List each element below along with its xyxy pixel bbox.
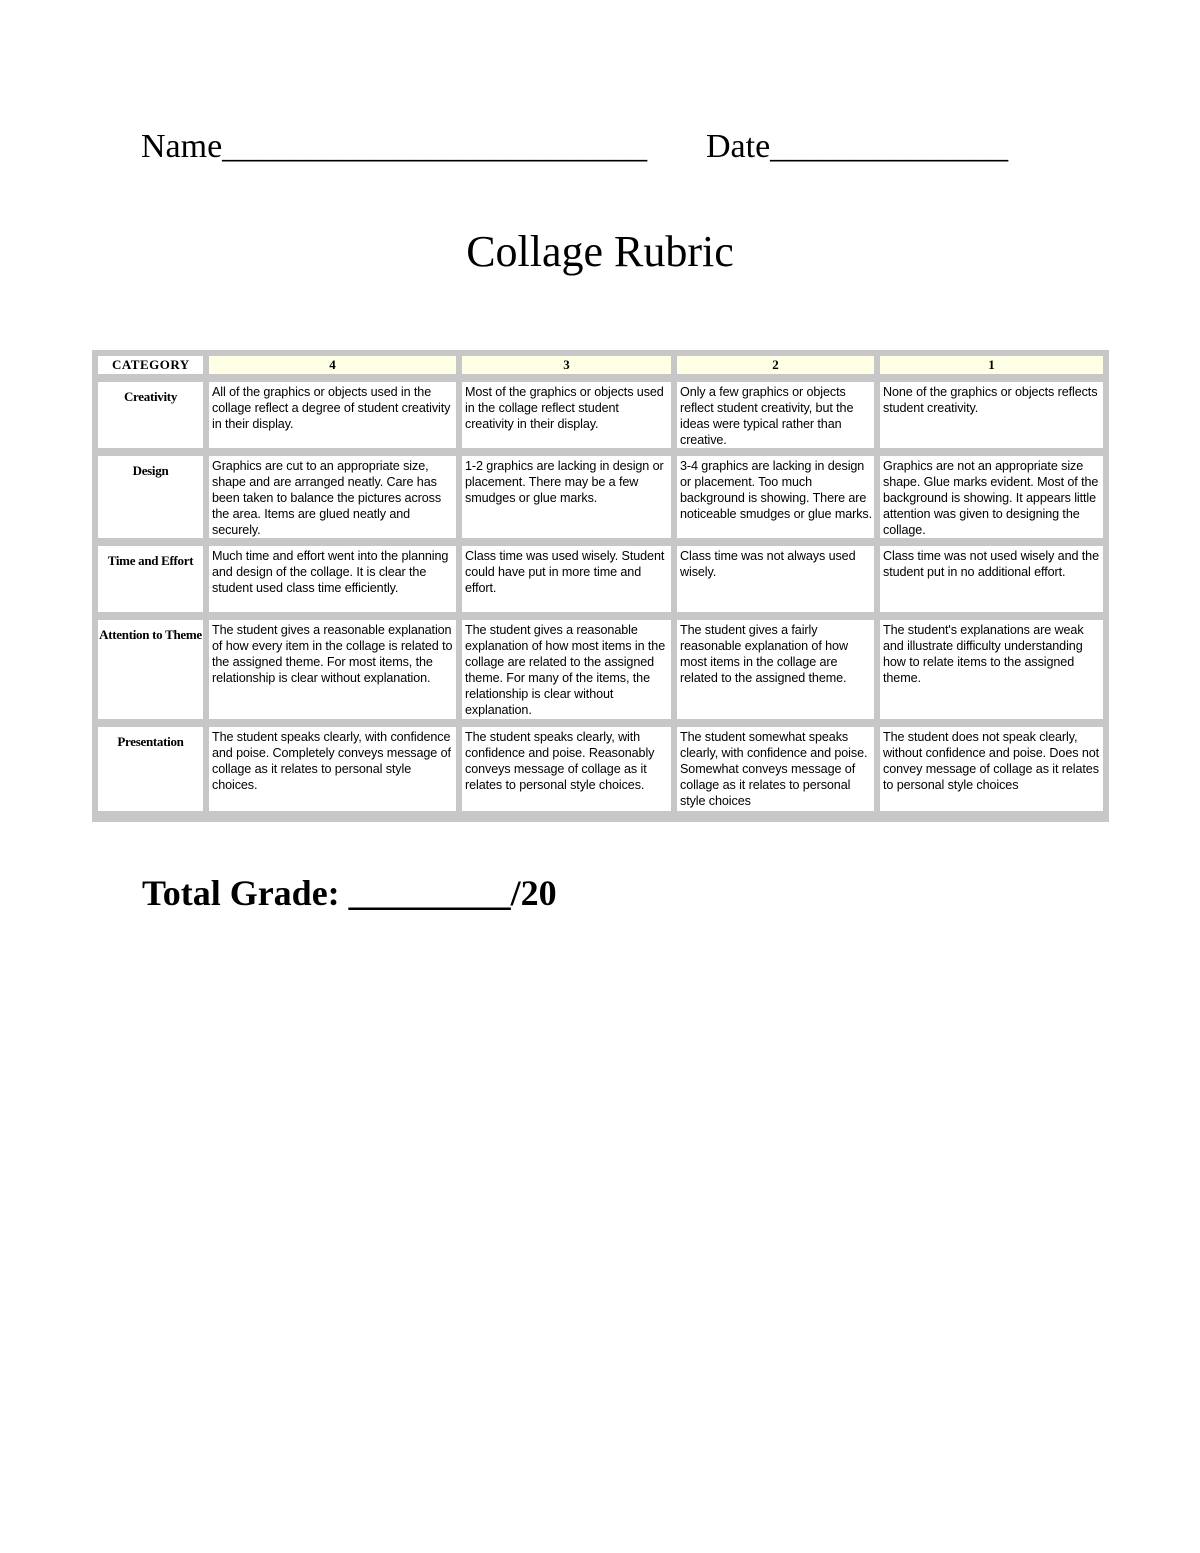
cell-score-3: Class time was used wisely. Student could have put in more time and effort. — [456, 546, 671, 620]
cell-score-2: Class time was not always used wisely. — [671, 546, 874, 620]
row-category: Design — [98, 456, 203, 546]
name-field[interactable]: Name_________________________ — [141, 128, 648, 165]
cell-score-2: 3-4 graphics are lacking in design or placement. Too much background is showing. There are noticeable smudges or glue marks. — [671, 456, 874, 546]
row-category: Creativity — [98, 382, 203, 456]
cell-score-1: None of the graphics or objects reflects student creativity. — [874, 382, 1103, 456]
rubric-table-frame — [92, 350, 1109, 822]
column-header-category: CATEGORY — [98, 356, 203, 382]
column-header-score-3: 3 — [456, 356, 671, 382]
cell-score-2: The student somewhat speaks clearly, with confidence and poise. Somewhat conveys message of collage as it relates to personal style choices — [671, 727, 874, 811]
cell-score-4: The student gives a reasonable explanation of how every item in the collage is related to the assigned theme. For most items, the relationship is clear without explanation. — [203, 620, 456, 727]
column-header-score-1: 1 — [874, 356, 1103, 382]
cell-score-4: The student speaks clearly, with confidence and poise. Completely conveys message of collage as it relates to personal style choices. — [203, 727, 456, 811]
cell-score-3: The student speaks clearly, with confidence and poise. Reasonably conveys message of collage as it relates to personal style choices. — [456, 727, 671, 811]
cell-score-1: The student's explanations are weak and illustrate difficulty understanding how to relate items to the assigned theme. — [874, 620, 1103, 727]
cell-score-4: Graphics are cut to an appropriate size, shape and are arranged neatly. Care has been taken to balance the pictures across the area. Items are glued neatly and securely. — [203, 456, 456, 546]
row-category: Time and Effort — [98, 546, 203, 620]
rubric-row-design — [98, 456, 1103, 546]
cell-score-1: The student does not speak clearly, without confidence and poise. Does not convey message of collage as it relates to personal style choices — [874, 727, 1103, 811]
column-header-score-4: 4 — [203, 356, 456, 382]
total-grade-max: /20 — [510, 873, 557, 913]
rubric-row-time-and-effort — [98, 546, 1103, 620]
cell-score-2: Only a few graphics or objects reflect student creativity, but the ideas were typical rather than creative. — [671, 382, 874, 456]
rubric-table — [98, 356, 1103, 811]
cell-score-3: The student gives a reasonable explanation of how most items in the collage are related to the assigned theme. For many of the items, the relationship is clear without explanation. — [456, 620, 671, 727]
row-category: Attention to Theme — [98, 620, 203, 727]
total-grade-label: Total Grade: — [142, 873, 340, 913]
date-field[interactable]: Date______________ — [706, 128, 1009, 165]
cell-score-2: The student gives a fairly reasonable explanation of how most items in the collage are related to the assigned theme. — [671, 620, 874, 727]
cell-score-3: Most of the graphics or objects used in the collage reflect student creativity in their display. — [456, 382, 671, 456]
row-category: Presentation — [98, 727, 203, 811]
total-grade-blank[interactable]: _________ — [348, 873, 511, 913]
column-header-score-2: 2 — [671, 356, 874, 382]
rubric-row-presentation — [98, 727, 1103, 811]
page-title: Collage Rubric — [466, 227, 734, 276]
total-grade — [142, 872, 557, 914]
rubric-row-creativity — [98, 382, 1103, 456]
cell-score-4: All of the graphics or objects used in the collage reflect a degree of student creativity in their display. — [203, 382, 456, 456]
cell-score-4: Much time and effort went into the planning and design of the collage. It is clear the student used class time efficiently. — [203, 546, 456, 620]
cell-score-3: 1-2 graphics are lacking in design or placement. There may be a few smudges or glue marks. — [456, 456, 671, 546]
rubric-header-row — [98, 356, 1103, 382]
header-line — [141, 128, 1009, 166]
cell-score-1: Class time was not used wisely and the student put in no additional effort. — [874, 546, 1103, 620]
cell-score-1: Graphics are not an appropriate size shape. Glue marks evident. Most of the background is showing. It appears little attention was given to designing the collage. — [874, 456, 1103, 546]
rubric-row-attention-to-theme — [98, 620, 1103, 727]
